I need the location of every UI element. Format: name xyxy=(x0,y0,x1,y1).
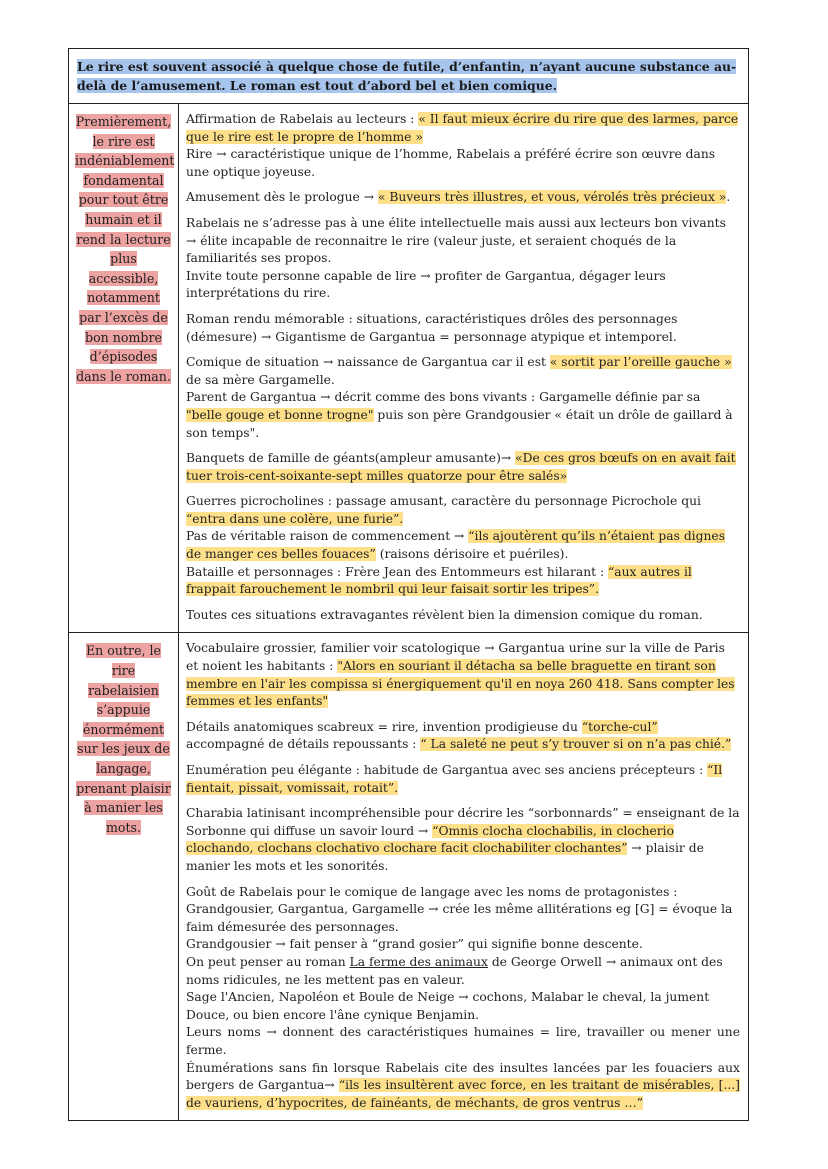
quote: "belle gouge et bonne trogne" xyxy=(186,407,374,422)
paragraph xyxy=(186,493,740,599)
paragraph xyxy=(186,719,740,754)
section-2-argument-text: En outre, le rire rabelaisien s’appuie énormément sur les jeux de langage, prenant plaisir à manier les mots. xyxy=(76,643,171,835)
quote: “ils ajoutèrent qu’ils n’étaient pas dignes de manger ces belles fouaces” xyxy=(186,529,725,562)
quote: « Buveurs très illustres, et vous, vérolés très précieux » xyxy=(377,190,727,205)
paragraph xyxy=(186,450,740,485)
text: Vocabulaire grossier, familier voir scatologique → Gargantua urine sur la ville de Paris et noient les habitants : xyxy=(186,641,725,674)
text: Rabelais ne s’adresse pas à une élite intellectuelle mais aussi aux lecteurs bon vivants → élite incapable de reconnaitre le rire (valeur juste, et seraient choqués de la familiarités ses propos. xyxy=(186,215,726,266)
quote: «De ces gros bœufs on en avait fait tuer trois-cent-soixante-sept milles quatorze pour être salés» xyxy=(186,451,736,483)
section-language-play xyxy=(69,632,748,1120)
quote: “aux autres il frappait farouchement le nombril qui leur faisait sortir les tripes”. xyxy=(186,564,692,597)
text: Toutes ces situations extravagantes révèlent bien la dimension comique du roman. xyxy=(186,607,703,622)
text: Énumérations sans fin lorsque Rabelais cite des insultes lancées par les fouaciers aux bergers de Gargantua→ xyxy=(186,1060,740,1093)
text: Enumération peu élégante : habitude de Gargantua avec ses anciens précepteurs : xyxy=(186,763,708,777)
text: Affirmation de Rabelais au lecteurs : xyxy=(186,112,419,126)
section-comic-situations xyxy=(69,104,748,632)
paragraph xyxy=(186,805,740,875)
quote: “entra dans une colère, une furie”. xyxy=(186,511,404,526)
text: Grandgousier → fait penser à “grand gosier” qui signifie bonne descente. xyxy=(186,937,643,952)
quote: “ La saleté ne peut s’y trouver si on n’a pas chié.” xyxy=(420,737,732,752)
quote: "Alors en souriant il détacha sa belle braguette en tirant son membre en l'air les compissa si énergiquement qu'il en noya 260 418. Sans compter les femmes et les enfants" xyxy=(186,659,735,709)
paragraph xyxy=(186,215,740,303)
quote: “Omnis clocha clochabilis, in clocherio clochando, clochans clochativo clochare facit clochabiliter clochantes” xyxy=(186,823,675,856)
quote: “ils les insultèrent avec force, en les traitant de misérables, [...] de vauriens, d’hypocrites, de fainéants, de méchants, de gros ventrus …” xyxy=(186,1078,740,1110)
intro-statement: Le rire est souvent associé à quelque chose de futile, d’enfantin, n’ayant aucune substance au- delà de l’amusement. Le roman est tout d’abord bel et bien comique. xyxy=(77,59,737,93)
text: Goût de Rabelais pour le comique de langage avec les noms de protagonistes : Grandgousier, Gargantua, Gargamelle → crée les même allitérations eg [G] = évoque la faim démesurée des personnages. xyxy=(186,884,733,934)
text: Pas de véritable raison de commencement → xyxy=(186,529,469,544)
text: Détails anatomiques scabreux = rire, invention prodigieuse du xyxy=(186,719,582,734)
text: Guerres picrocholines : passage amusant, caractère du personnage Picrochole qui xyxy=(186,494,701,509)
text: → plaisir de manier les mots et les sonorités. xyxy=(186,841,704,873)
text: Leurs noms → donnent des caractéristiques humaines = lire, travailler ou mener une ferme. xyxy=(186,1025,740,1057)
section-1-argument-text: Premièrement, le rire est indéniablement fondamental pour tout être humain et il rend la lecture plus accessible, notamment par l’excès de bon nombre d’épisodes dans le roman. xyxy=(75,114,175,384)
paragraph xyxy=(186,354,740,442)
text: de sa mère Gargamelle. xyxy=(186,372,335,387)
text: Bataille et personnages : Frère Jean des Entommeurs est hilarant : xyxy=(186,564,609,579)
text: Rire → caractéristique unique de l’homme, Rabelais a préféré écrire son œuvre dans une optique joyeuse. xyxy=(186,147,716,179)
text: Charabia latinisant incompréhensible pour décrire les “sorbonnards” = enseignant de la Sorbonne qui diffuse un savoir lourd → xyxy=(186,806,740,838)
summary-table xyxy=(68,48,749,1121)
quote: “torche-cul” xyxy=(581,719,658,734)
intro-header xyxy=(69,49,748,104)
quote: “Il fientait, pissait, vomissait, rotait”. xyxy=(186,763,723,795)
paragraph xyxy=(186,884,740,1113)
paragraph xyxy=(186,607,740,625)
text: Invite toute personne capable de lire → profiter de Gargantua, dégager leurs interprétations du rire. xyxy=(186,268,666,301)
text: Roman rendu mémorable : situations, caractéristiques drôles des personnages (démesure) → Gigantisme de Gargantua = personnage atypique et intemporel. xyxy=(186,311,678,344)
text: accompagné de détails repoussants : xyxy=(186,737,421,752)
text: Amusement dès le prologue → xyxy=(186,190,378,205)
section-2-content xyxy=(179,633,748,1120)
text: . xyxy=(726,190,731,205)
text: (raisons dérisoire et puériles). xyxy=(375,547,569,562)
text: Parent de Gargantua → décrit comme des bons vivants : Gargamelle définie par sa xyxy=(186,390,701,405)
book-title: La ferme des animaux xyxy=(349,954,488,969)
text: de George Orwell → animaux ont des noms ridicules, ne les mettent pas en valeur. xyxy=(186,954,723,987)
paragraph xyxy=(186,189,740,207)
paragraph xyxy=(186,311,740,346)
section-1-content xyxy=(179,104,748,632)
quote: « sortit par l’oreille gauche » xyxy=(549,355,732,370)
quote: « Il faut mieux écrire du rire que des larmes, parce que le rire est le propre de l’homme » xyxy=(186,112,739,144)
text: Banquets de famille de géants(ampleur amusante)→ xyxy=(186,451,516,466)
text: puis son père Grandgousier « était un drôle de gaillard à son temps". xyxy=(186,407,733,440)
section-2-argument xyxy=(69,633,179,1120)
paragraph xyxy=(186,762,740,797)
paragraph xyxy=(186,640,740,710)
text: Sage l'Ancien, Napoléon et Boule de Neige → cochons, Malabar le cheval, la jument Douce, ou bien encore l'âne cynique Benjamin. xyxy=(186,990,710,1022)
section-1-argument xyxy=(69,104,179,632)
text: Comique de situation → naissance de Gargantua car il est xyxy=(186,355,550,370)
paragraph xyxy=(186,111,740,181)
text: On peut penser au roman xyxy=(186,954,350,969)
